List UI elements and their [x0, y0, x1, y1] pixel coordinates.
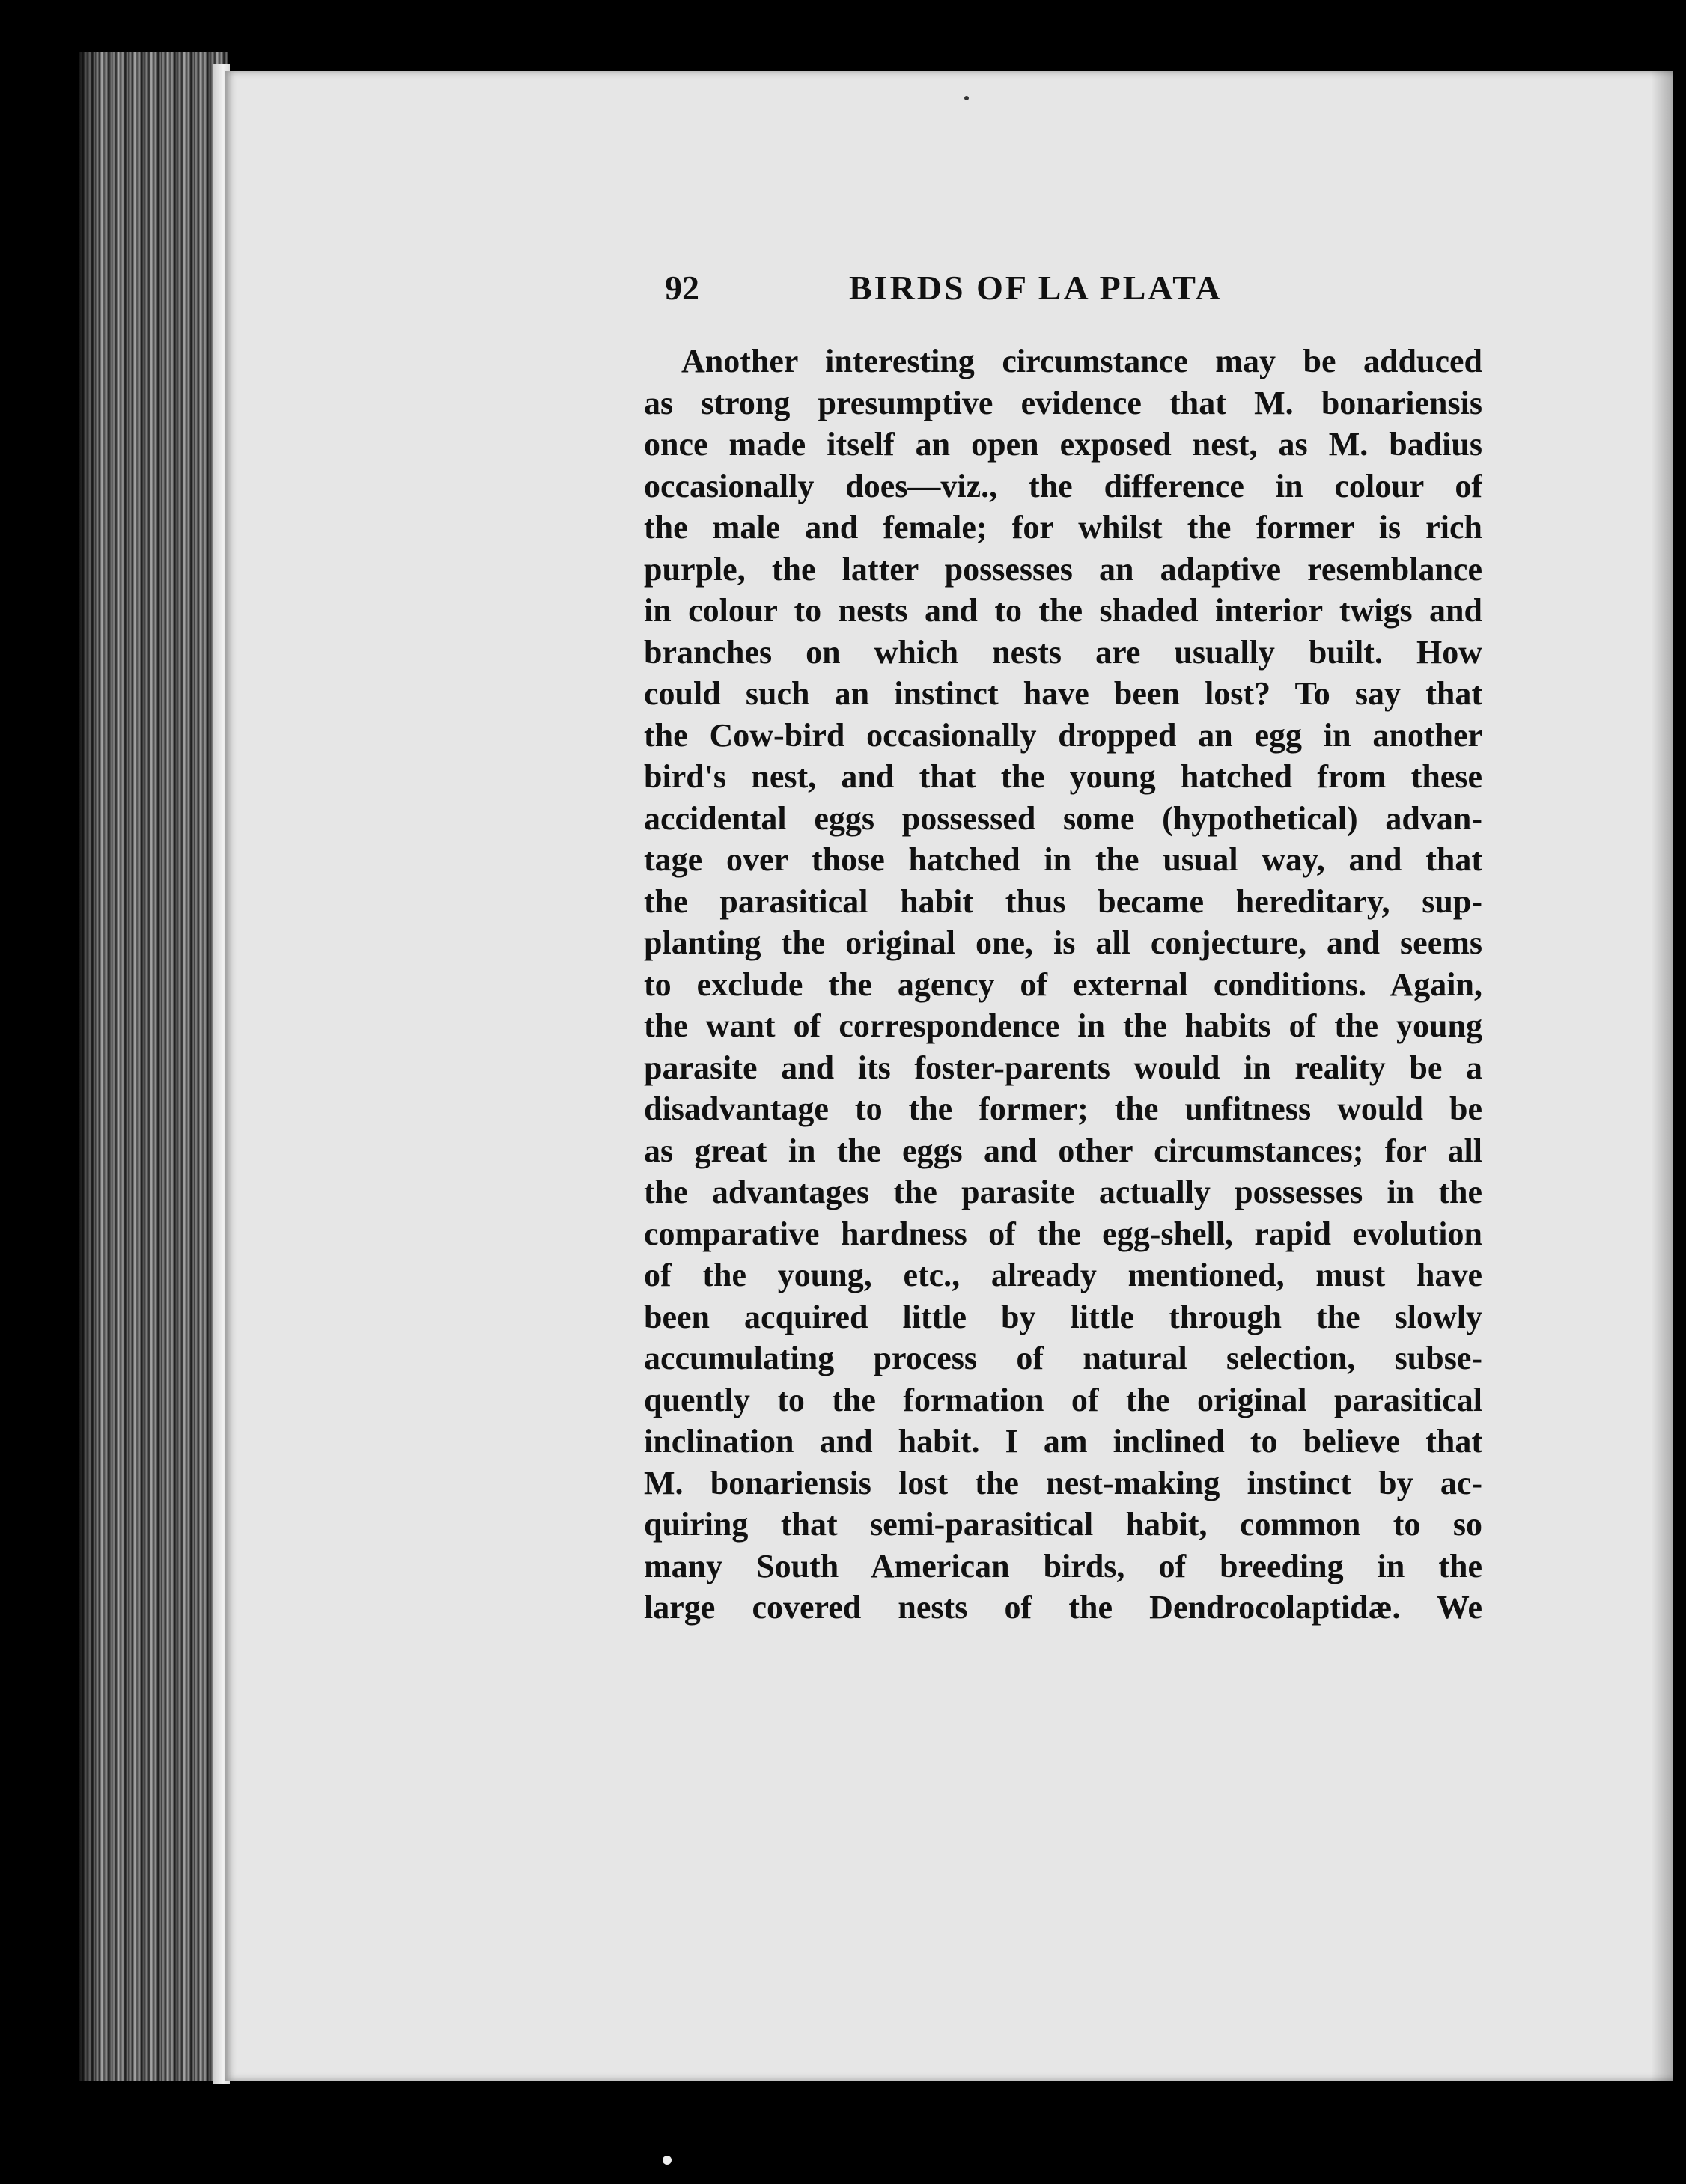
- text-line: of the young, etc., already mentioned, must have: [644, 1257, 1482, 1293]
- book-page-edges: [79, 52, 228, 2081]
- text-line: purple, the latter possesses an adaptive resemblance: [644, 550, 1482, 588]
- text-line: quently to the formation of the original parasitical: [644, 1381, 1482, 1418]
- text-line: been acquired little by little through the slowly: [644, 1298, 1482, 1335]
- text-line: as great in the eggs and other circumstances; for all: [644, 1132, 1482, 1169]
- page-number: 92: [665, 269, 699, 307]
- page-shading: [1651, 71, 1673, 2081]
- text-line: as strong presumptive evidence that M. bonariensis: [644, 384, 1482, 421]
- text-line: bird's nest, and that the young hatched from these: [644, 758, 1482, 795]
- text-line: disadvantage to the former; the unfitness would be: [644, 1091, 1482, 1127]
- text-line: the Cow-bird occasionally dropped an egg in another: [644, 716, 1482, 754]
- text-line: parasite and its foster-parents would in reality be a: [644, 1049, 1482, 1086]
- binding-shadow: [75, 52, 97, 2081]
- text-line: planting the original one, is all conjecture, and seems: [644, 924, 1482, 961]
- text-line: comparative hardness of the egg-shell, rapid evolution: [644, 1215, 1482, 1252]
- body-text: [644, 341, 1482, 1629]
- text-line: the male and female; for whilst the former is rich: [644, 509, 1482, 546]
- text-line: branches on which nests are usually built. How: [644, 633, 1482, 671]
- text-line: tage over those hatched in the usual way, and that: [644, 841, 1482, 878]
- text-line: the want of correspondence in the habits of the young: [644, 1007, 1482, 1044]
- scan-speck: [964, 96, 969, 100]
- text-line: accidental eggs possessed some (hypothetical) advan-: [644, 799, 1482, 837]
- text-line: once made itself an open exposed nest, as M. badius: [644, 426, 1482, 463]
- text-line: M. bonariensis lost the nest-making instinct by ac-: [644, 1464, 1482, 1501]
- text-line: in colour to nests and to the shaded interior twigs and: [644, 592, 1482, 629]
- text-line: Another interesting circumstance may be adduced: [681, 343, 1482, 379]
- scan-speck: [663, 2156, 672, 2165]
- text-line: inclination and habit. I am inclined to believe that: [644, 1423, 1482, 1459]
- text-line: many South American birds, of breeding in the: [644, 1547, 1482, 1584]
- text-line: quiring that semi-parasitical habit, common to so: [644, 1506, 1482, 1543]
- text-line: large covered nests of the Dendrocolaptidæ. We: [644, 1589, 1482, 1626]
- text-line: to exclude the agency of external conditions. Again,: [644, 966, 1482, 1003]
- text-line: could such an instinct have been lost? To say that: [644, 675, 1482, 712]
- running-head: [665, 268, 1309, 320]
- text-line: occasionally does—viz., the difference in colour of: [644, 467, 1482, 504]
- text-line: the parasitical habit thus became hereditary, sup-: [644, 882, 1482, 920]
- text-line: the advantages the parasite actually possesses in the: [644, 1174, 1482, 1210]
- running-title: BIRDS OF LA PLATA: [849, 269, 1223, 307]
- text-line: accumulating process of natural selection, subse-: [644, 1340, 1482, 1376]
